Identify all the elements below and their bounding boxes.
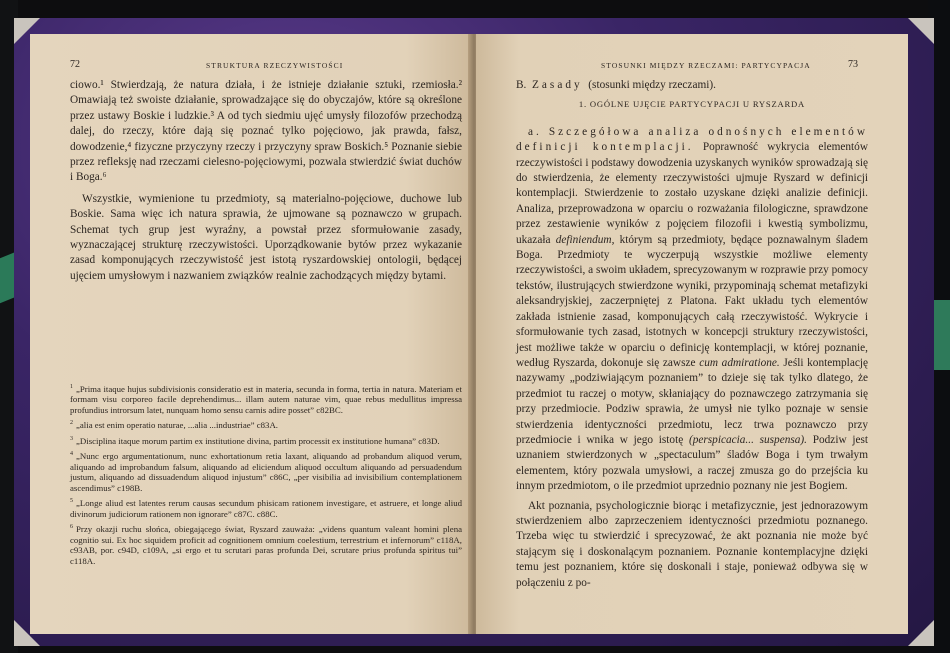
page-number: 72 (70, 59, 80, 70)
paragraph: a. Szczegółowa analiza odnośnych elementów definicji kontemplacji. Poprawność wykrycia elementów rzeczywistości i podstawy dowodzenia uzyskanych wyników sprowadzają się do stwierdzenia, że elementy rzeczywistości ujmuje Ryszard w definicji kontemplacji. Stwierdzenie to zostało uzyskane dzięki analizie definicji. Analiza, przeprowadzona w oparciu o rozważania filologiczne, sprawdzone przez zestawienie wyników z pojęciem filozofii i kwestią symbolizmu, ukazała definiendum, którym są przedmioty, będące poznawalnym śladem Boga. Przedmioty te wyczerpują wszystkie możliwe elementy rzeczywistości, a swoim układem, sprecyzowanym w rozprawie przy pomocy tekstów, ilustrujących stwierdzone wyniki, przypominają schemat metafizyki aleksandryjskiej, zaczerpniętej z Platona. Fakt układu tych elementów zakłada istnienie zasad, komponujących całą rzeczywistość. Wykrycie i sformułowanie tych zasad, istotnych w koncepcji struktury rzeczywistości, jest możliwe także w oparciu o definicję kontemplacji, w której poznanie, według Ryszarda, dokonuje się zawsze cum admiratione. Jeśli kontemplację nazywamy „podziwiającym poznaniem” to dzieje się tak tylko dlatego, że przedmiot tu raczej o motyw, skłaniający do poznawczego zatrzymania się przy przedmiocie. Podziw sprawia, że umysł nie tylko poznaje w sensie stwierdzenia identyczności przedmiotu, lecz trwa poznawczo przy przedmiocie i wnika w jego istotę (perspicacia... suspensa). Podziw jest uznaniem stwierdzonych w „spectaculum” śladów Boga i tym trwałym elementem, który pozwala umysłowi, a raczej zmusza go do przejścia ku innym przedmiotom, o ile przedmiot uprzednio poznany nie jest Bogiem. (516, 125, 869, 493)
footnote: $^5$ „Longe aliud est latentes rerum causas secundum phisicam rationem investigare, et astruere, et longe aliud divinorum judiciorum rationem non ignorare” c87C. c88C. (70, 498, 462, 519)
footnote: $^2$ „alia est enim operatio naturae, ...alia ...industriae” c83A. (70, 420, 279, 431)
paragraph: Akt poznania, psychologicznie biorąc i metafizycznie, jest jednorazowym stwierdzeniem albo zaprzeczeniem identyczności przedmiotu poznanego. Trzeba więc tu stwierdzić i sprecyzować, że akt poznania nie może być stającym się i doskonalącym poznaniem. Poznanie kontemplacyjne dzięki temu jest poznaniem, które się doskonali i staje, ponieważ odbywa się w połączeniu z po- (516, 499, 868, 589)
footnote: $^6$ Przy okazji ruchu słońca, obiegającego świat, Ryszard zauważa: „videns quantum valeant homini plena cognitio sui. Ex hoc siquidem proficit ad cognitionem omnium coelestium, terrestrium et infernorum” c118A, c93AB, por. c94D, c109A, „si ergo et tu scrutari paras profunda Dei, scrutare prius profunda spiritus tui” c118A. (70, 524, 462, 566)
paragraph: Wszystkie, wymienione tu przedmioty, są materialno-pojęciowe, duchowe lub Boskie. Sama więc ich natura sprawia, że ujmowane są poznawczo w grupach. Schemat tych grup jest wyraźny, a powstał przez sformułowanie zasady, wyznaczającej strukturę rzeczywistości. Uporządkowanie bytów przez wykazanie zasad komponujących rzeczywistość jest istotą ryszardowskiej ontologii, będącej ujęciem umysłowym i nazwaniem związków realnie zachodzących między bytami. (70, 192, 462, 282)
left-page (30, 34, 472, 634)
paragraph: ciowo.¹ Stwierdzają, że natura działa, i że istnieje działanie sztuki, rzemiosła.² Omawiają też swoiste działanie, sprowadzające się do obyczajów, które są określone przez ustawy Boskie i ludzkie.³ A od tych siedmiu ujęć umysły filozofów przechodzą dalej, do rzeczy, które dają się poznać tylko pojęciowo, jak prawda, fałsz, dowodzenie,⁴ fizyczne przyczyny rzeczy i przyczyny spraw Boskich.⁵ Poznanie siebie przez refleksję nad rzeczami cielesno-pojęciowymi, pozwala stwierdzić świat duchów i Boga.⁶ (70, 79, 462, 184)
page-number: 73 (848, 59, 858, 70)
footnotes (70, 382, 462, 569)
footnote: $^1$ „Prima itaque hujus subdivisionis consideratio est in materia, secunda in forma, tertia in natura. Materiam et formam visu corporeo facile deprehendimus... illam autem naturae vim, quae rebus medullitus impressa profundius introrsum latet, nunquam homo sensu carnis adire posset” c82BC. (70, 383, 462, 415)
left-body (70, 78, 462, 284)
chapter-heading: 1. OGÓLNE UJĘCIE PARTYCYPACJI U RYSZARDA (578, 99, 806, 110)
running-head: STRUKTURA RZECZYWISTOŚCI (206, 61, 344, 70)
right-body (516, 78, 868, 591)
footnote: $^3$ „Disciplina itaque morum partim ex institutione divina, partim processit ex institutione humana” c83D. (70, 435, 440, 446)
right-page (476, 34, 908, 634)
footnote: $^4$ „Nunc ergo argumentationum, nunc exhortationum retia laxant, aliquando ad probandum aliquod verum, aliquando ad improbandum falsum, aliquando ad eliciendum aliquod occultum aliquando ad persuadendum justum, aliquando ad dissuadendum aliquod injustum” c86C, „per visibilia ad invisibilium contemplationem ascendimus” c198B. (70, 451, 462, 493)
section-title (516, 78, 868, 93)
paragraph-label: a. Szczegółowa analiza odnośnych elementów definicji kontemplacji. (516, 125, 868, 154)
section-subtitle: (stosunki między rzeczami). (588, 79, 716, 91)
section-letter: B. (516, 79, 527, 91)
running-head: STOSUNKI MIĘDZY RZECZAMI: PARTYCYPACJA (601, 61, 811, 70)
section-title-spaced: Zasady (532, 79, 583, 91)
